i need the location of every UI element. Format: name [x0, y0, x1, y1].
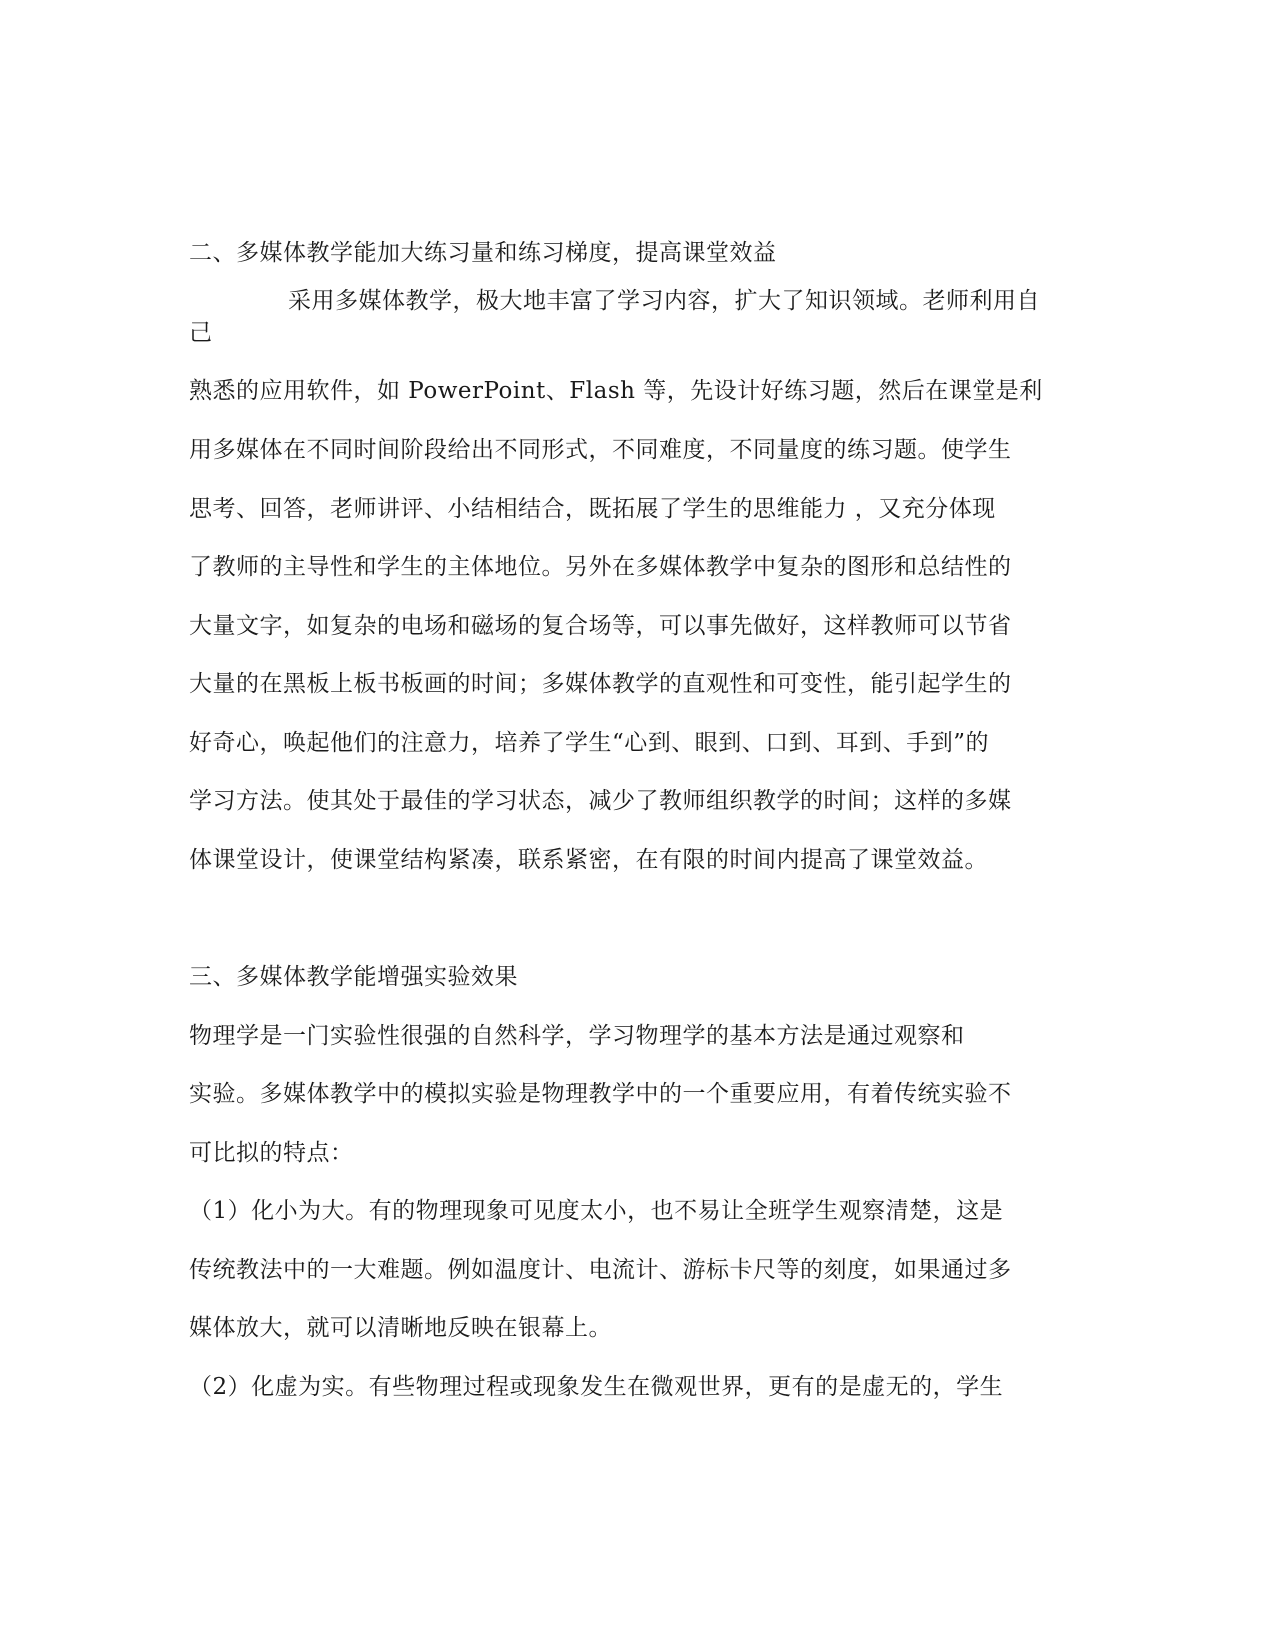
paragraph-line: 思考、回答，老师讲评、小结相结合，既拓展了学生的思维能力 ，又充分体现 [189, 496, 996, 522]
paragraph-line: 采用多媒体教学，极大地丰富了学习内容，扩大了知识领域。老师利用自 [288, 288, 1040, 314]
paragraph-line: 大量的在黑板上板书板画的时间；多媒体教学的直观性和可变性，能引起学生的 [189, 671, 1012, 697]
paragraph-line: 熟悉的应用软件，如 PowerPoint、Flash 等，先设计好练习题，然后在课堂是利 [189, 378, 1043, 404]
section-heading-3: 三、多媒体教学能增强实验效果 [189, 964, 518, 990]
paragraph-line: （2）化虚为实。有些物理过程或现象发生在微观世界，更有的是虚无的，学生 [189, 1374, 1004, 1400]
paragraph-line: 媒体放大，就可以清晰地反映在银幕上。 [189, 1315, 612, 1341]
paragraph-line: 了教师的主导性和学生的主体地位。另外在多媒体教学中复杂的图形和总结性的 [189, 554, 1012, 580]
paragraph-line: 用多媒体在不同时间阶段给出不同形式，不同难度，不同量度的练习题。使学生 [189, 437, 1012, 463]
paragraph-line: 大量文字，如复杂的电场和磁场的复合场等，可以事先做好，这样教师可以节省 [189, 613, 1012, 639]
paragraph-line: 可比拟的特点： [189, 1140, 354, 1166]
paragraph-line: 实验。多媒体教学中的模拟实验是物理教学中的一个重要应用，有着传统实验不 [189, 1081, 1012, 1107]
section-heading-2: 二、多媒体教学能加大练习量和练习梯度，提高课堂效益 [189, 240, 777, 266]
paragraph-line: 己 [189, 320, 213, 346]
paragraph-line: 传统教法中的一大难题。例如温度计、电流计、游标卡尺等的刻度，如果通过多 [189, 1257, 1012, 1283]
paragraph-line: 好奇心，唤起他们的注意力，培养了学生“心到、眼到、口到、耳到、手到”的 [189, 730, 990, 756]
paragraph-line: 学习方法。使其处于最佳的学习状态，减少了教师组织教学的时间；这样的多媒 [189, 788, 1012, 814]
paragraph-line: 物理学是一门实验性很强的自然科学，学习物理学的基本方法是通过观察和 [189, 1023, 965, 1049]
paragraph-line: 体课堂设计，使课堂结构紧凑，联系紧密，在有限的时间内提高了课堂效益。 [189, 847, 988, 873]
paragraph-line: （1）化小为大。有的物理现象可见度太小，也不易让全班学生观察清楚，这是 [189, 1198, 1004, 1224]
